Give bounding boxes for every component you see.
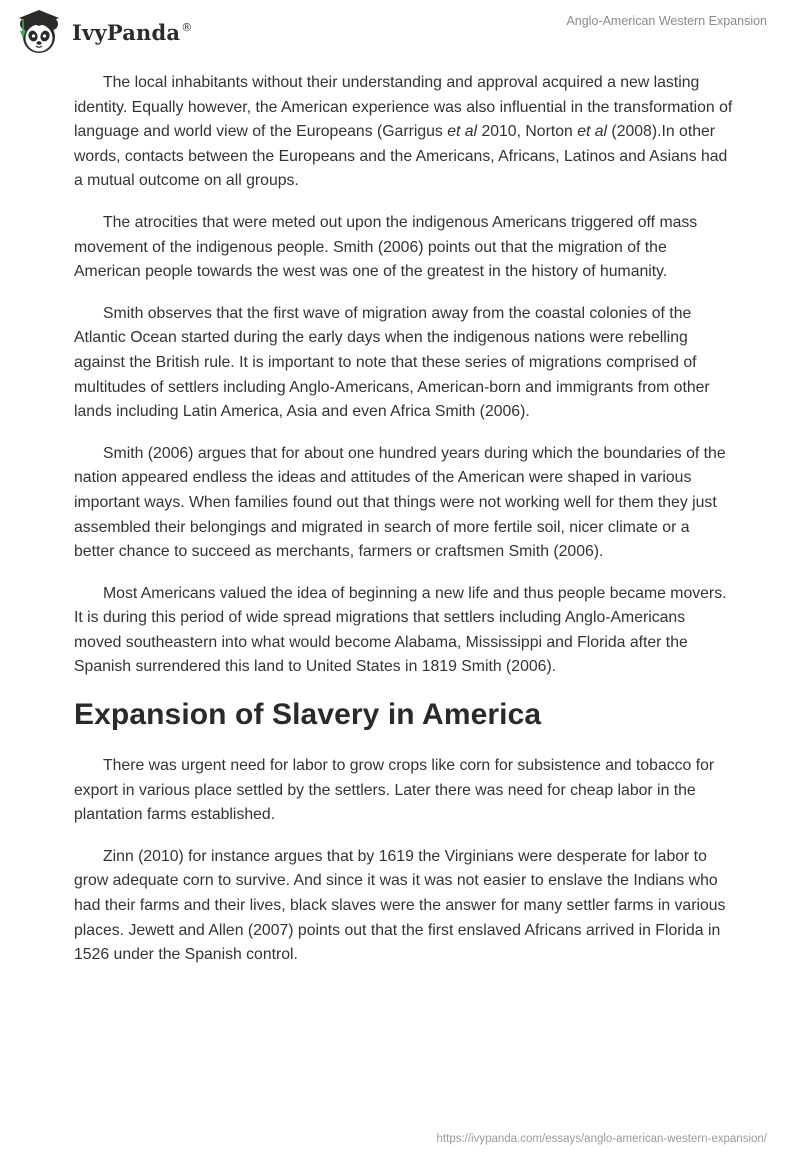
italic-text: et al (447, 123, 478, 141)
body-paragraph (74, 442, 734, 565)
panda-graduate-icon (14, 7, 64, 57)
body-paragraph (74, 582, 734, 680)
paragraph-text: There was urgent need for labor to grow crops like corn for subsistence and tobacco for export in various place settled by the settlers. Later there was need for cheap labor in the plantation farms established. (74, 757, 715, 824)
ivypanda-logo[interactable] (14, 7, 192, 57)
paragraph-group-2 (74, 754, 734, 968)
paragraph-text: Smith (2006) argues that for about one hundred years during which the boundaries of the nation appeared endless the ideas and attitudes of the American were shaped in various important ways. When families found out that things were not working well for them they just assembled their belongings and migrated in search of more fertile soil, nicer climate or a better chance to succeed as merchants, farmers or craftsmen Smith (2006). (74, 444, 726, 561)
paragraph-text: Most Americans valued the idea of beginning a new life and thus people became movers. It is during this period of wide spread migrations that settlers including Anglo-Americans moved southeastern into what would become Alabama, Mississippi and Florida after the Spanish surrendered this land to United States in 1819 Smith (2006). (74, 584, 727, 676)
body-paragraph (74, 71, 734, 194)
paragraph-text: The atrocities that were meted out upon the indigenous Americans triggered off mass movement of the indigenous people. Smith (2006) points out that the migration of the American people towards the west was one of the greatest in the history of humanity. (74, 213, 698, 281)
essay-body (74, 71, 734, 985)
logo-wordmark: IvyPanda® (72, 19, 193, 45)
document-title: Anglo-American Western Expansion (566, 14, 767, 28)
registered-mark: ® (181, 20, 193, 34)
body-paragraph (74, 845, 734, 968)
source-url[interactable]: https://ivypanda.com/essays/anglo-american-western-expansion/ (436, 1133, 767, 1145)
paragraph-text: The local inhabitants without their understanding and approval acquired a new lasting identity. Equally however, the American experience was also influential in the transformation of language and world view of the Europeans (Garrigus (74, 74, 733, 141)
paragraph-text: Smith observes that the first wave of migration away from the coastal colonies of the Atlantic Ocean started during the early days when the indigenous nations were rebelling against the British rule. It is important to note that these series of migrations comprised of multitudes of settlers including Anglo-Americans, American-born and immigrants from other lands including Latin America, Asia and even Africa Smith (2006). (74, 304, 710, 421)
body-paragraph (74, 302, 734, 425)
body-paragraph (74, 211, 734, 285)
section-heading: Expansion of Slavery in America (74, 698, 542, 732)
italic-text: et al (577, 123, 608, 141)
page-header (0, 0, 800, 66)
body-paragraph (74, 754, 734, 828)
paragraph-text: Zinn (2010) for instance argues that by 1619 the Virginians were desperate for labor to grow adequate corn to survive. And since it was it was not easier to enslave the Indians who had their farms and their lives, black slaves were the answer for many settler farms in various places. Jewett and Allen (2007) points out that the first enslaved Africans arrived in Florida in 1526 under the Spanish control. (74, 847, 726, 964)
paragraph-text: 2010, Norton (477, 123, 578, 141)
paragraph-text: (2008).In other words, contacts between the Europeans and the Americans, Africans, Latinos and Asians had a mutual outcome on all groups. (74, 123, 728, 190)
paragraph-group-1 (74, 71, 734, 680)
